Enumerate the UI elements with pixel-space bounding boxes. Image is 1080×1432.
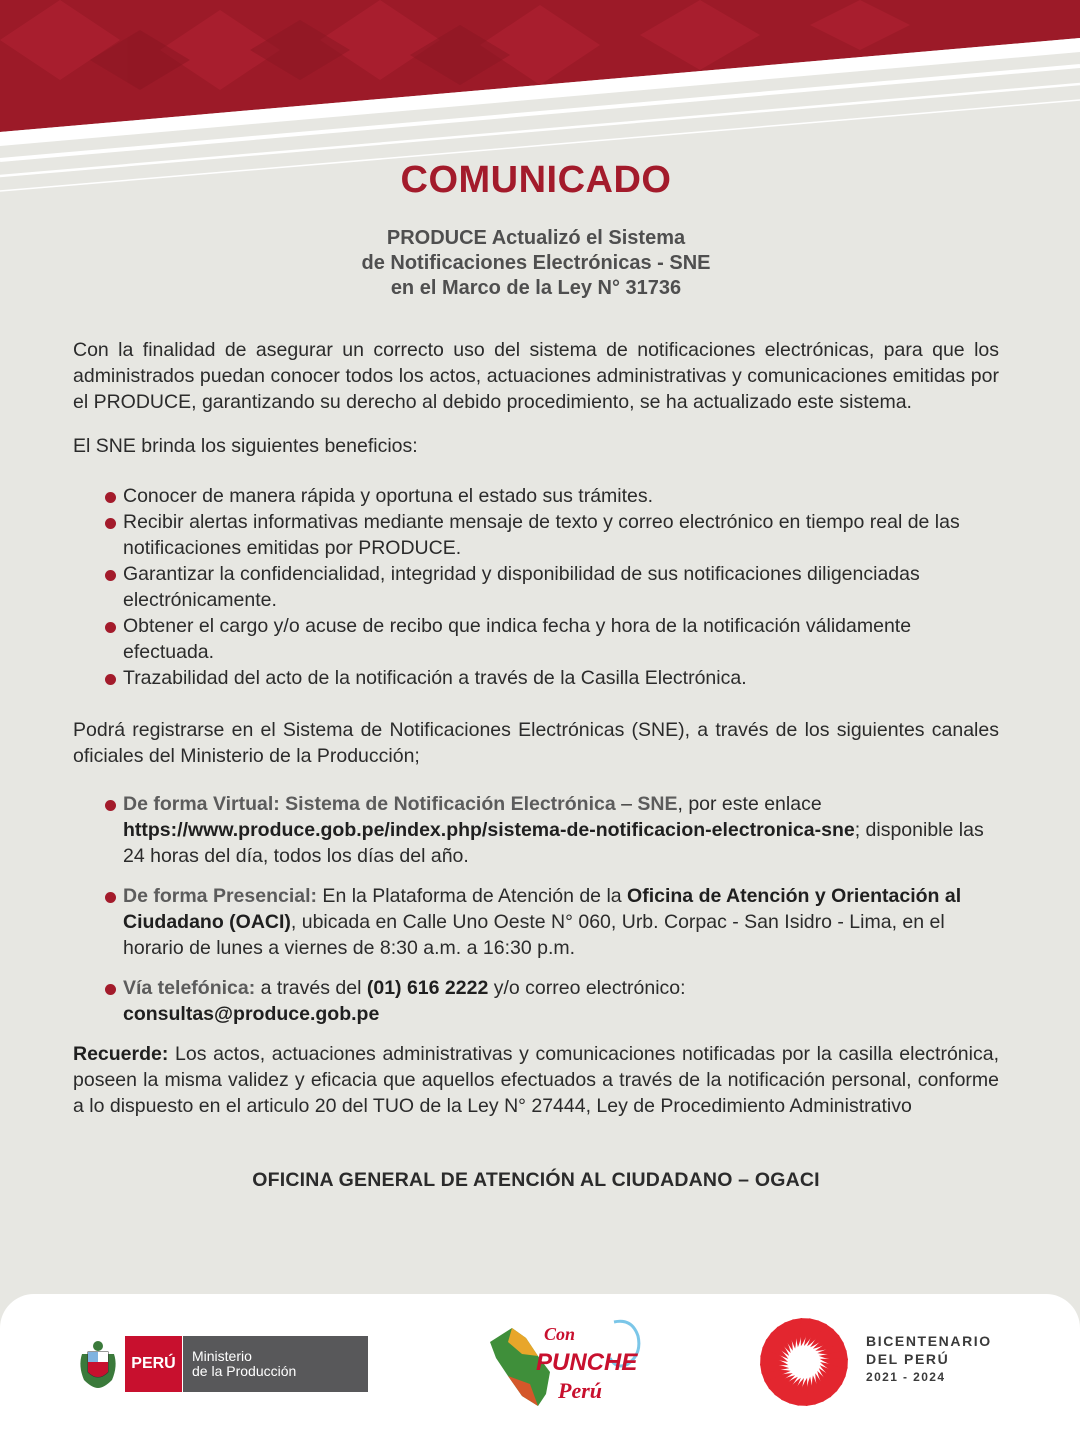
benefits-list	[73, 483, 999, 691]
sun-icon	[758, 1316, 850, 1408]
coat-of-arms-icon	[74, 1336, 122, 1392]
phone-number: (01) 616 2222	[366, 977, 489, 999]
list-item: Trazabilidad del acto de la notificación a través de la Casilla Electrónica.	[123, 665, 999, 691]
list-item: Garantizar la confidencialidad, integridad y disponibilidad de sus notificaciones diligenciadas electrónicamente.	[123, 561, 999, 613]
channel-text: , por este enlace	[677, 793, 822, 815]
page-title: COMUNICADO	[400, 159, 672, 201]
punche-peru: Perú	[558, 1378, 602, 1403]
channel-dash: –	[615, 793, 638, 815]
subtitle-line: de Notificaciones Electrónicas - SNE	[361, 252, 711, 274]
punche-peru-logo	[482, 1314, 648, 1414]
channel-text: a través del	[255, 977, 367, 999]
channels-list	[73, 791, 999, 1027]
channel-virtual	[123, 791, 999, 869]
office-signature: OFICINA GENERAL DE ATENCIÓN AL CIUDADANO – OGACI	[252, 1169, 820, 1191]
sne-link[interactable]: https://www.produce.gob.pe/index.php/sistema-de-notificacion-electronica-sne	[123, 819, 855, 841]
channel-label: Vía telefónica:	[123, 977, 256, 999]
channel-label: De forma Virtual: Sistema de Notificación Electrónica	[123, 793, 616, 815]
gov-logo-ministry	[183, 1336, 368, 1392]
ministry-line: Ministerio	[192, 1348, 252, 1364]
register-paragraph: Podrá registrarse en el Sistema de Notificaciones Electrónicas (SNE), a través de los siguientes canales oficiales del Ministerio de la Producción;	[73, 719, 999, 767]
channel-sne: SNE	[637, 793, 678, 815]
email-link[interactable]: consultas@produce.gob.pe	[123, 1003, 380, 1025]
channel-text: En la Plataforma de Atención de la	[317, 885, 628, 907]
subtitle-line: PRODUCE Actualizó el Sistema	[386, 227, 686, 249]
subtitle-line: en el Marco de la Ley N° 31736	[390, 277, 682, 299]
list-item: Conocer de manera rápida y oportuna el estado sus trámites.	[123, 483, 999, 509]
communique	[73, 150, 999, 1192]
bicentenario-logo	[866, 1332, 992, 1386]
channel-text: , ubicada en Calle Uno Oeste N° 060, Urb. Corpac - San Isidro - Lima, en el horario de lunes a viernes de 8:30 a.m. a 16:30 p.m.	[123, 911, 945, 959]
intro-paragraph: Con la finalidad de asegurar un correcto uso del sistema de notificaciones electrónicas, para que los administrados puedan conocer todos los actos, actuaciones administrativas y comunicaciones emitidas por el PRODUCE, garantizando su derecho al debido procedimiento, se ha actualizado este sistema.	[73, 339, 999, 413]
recuerde-text: Los actos, actuaciones administrativas y comunicaciones notificadas por la casilla electrónica, poseen la misma validez y eficacia que aquellos efectuados a través de la notificación personal, conforme a lo dispuesto en el articulo 20 del TUO de la Ley N° 27444, Ley de Procedimiento Administrativo	[73, 1043, 999, 1117]
punche-word: PUNCHE	[536, 1349, 638, 1376]
channel-presencial	[123, 883, 999, 961]
ministry-line: de la Producción	[192, 1363, 297, 1379]
gov-logo-peru: PERÚ	[125, 1336, 182, 1392]
bicentenario-years: 2021 - 2024	[866, 1370, 946, 1384]
recuerde-label: Recuerde:	[73, 1043, 169, 1065]
office-name: Oficina de Atención y Orientación al Ciudadano (OACI)	[123, 885, 962, 933]
list-item: Recibir alertas informativas mediante mensaje de texto y correo electrónico en tiempo real de las notificaciones emitidas por PRODUCE.	[123, 509, 999, 561]
channel-label: De forma Presencial:	[123, 885, 318, 907]
list-item: Obtener el cargo y/o acuse de recibo que indica fecha y hora de la notificación válidamente efectuada.	[123, 613, 999, 665]
subtitle	[73, 226, 999, 301]
benefits-intro: El SNE brinda los siguientes beneficios:	[73, 435, 418, 457]
punche-con: Con	[544, 1324, 576, 1344]
channel-text: ; disponible las 24 horas del día, todos los días del año.	[123, 819, 984, 867]
recuerde-paragraph	[73, 1041, 999, 1119]
bicentenario-line: DEL PERÚ	[866, 1351, 950, 1367]
channel-text: y/o correo electrónico:	[488, 977, 686, 999]
bicentenario-line: BICENTENARIO	[866, 1333, 992, 1349]
channel-telefonica	[123, 975, 999, 1027]
